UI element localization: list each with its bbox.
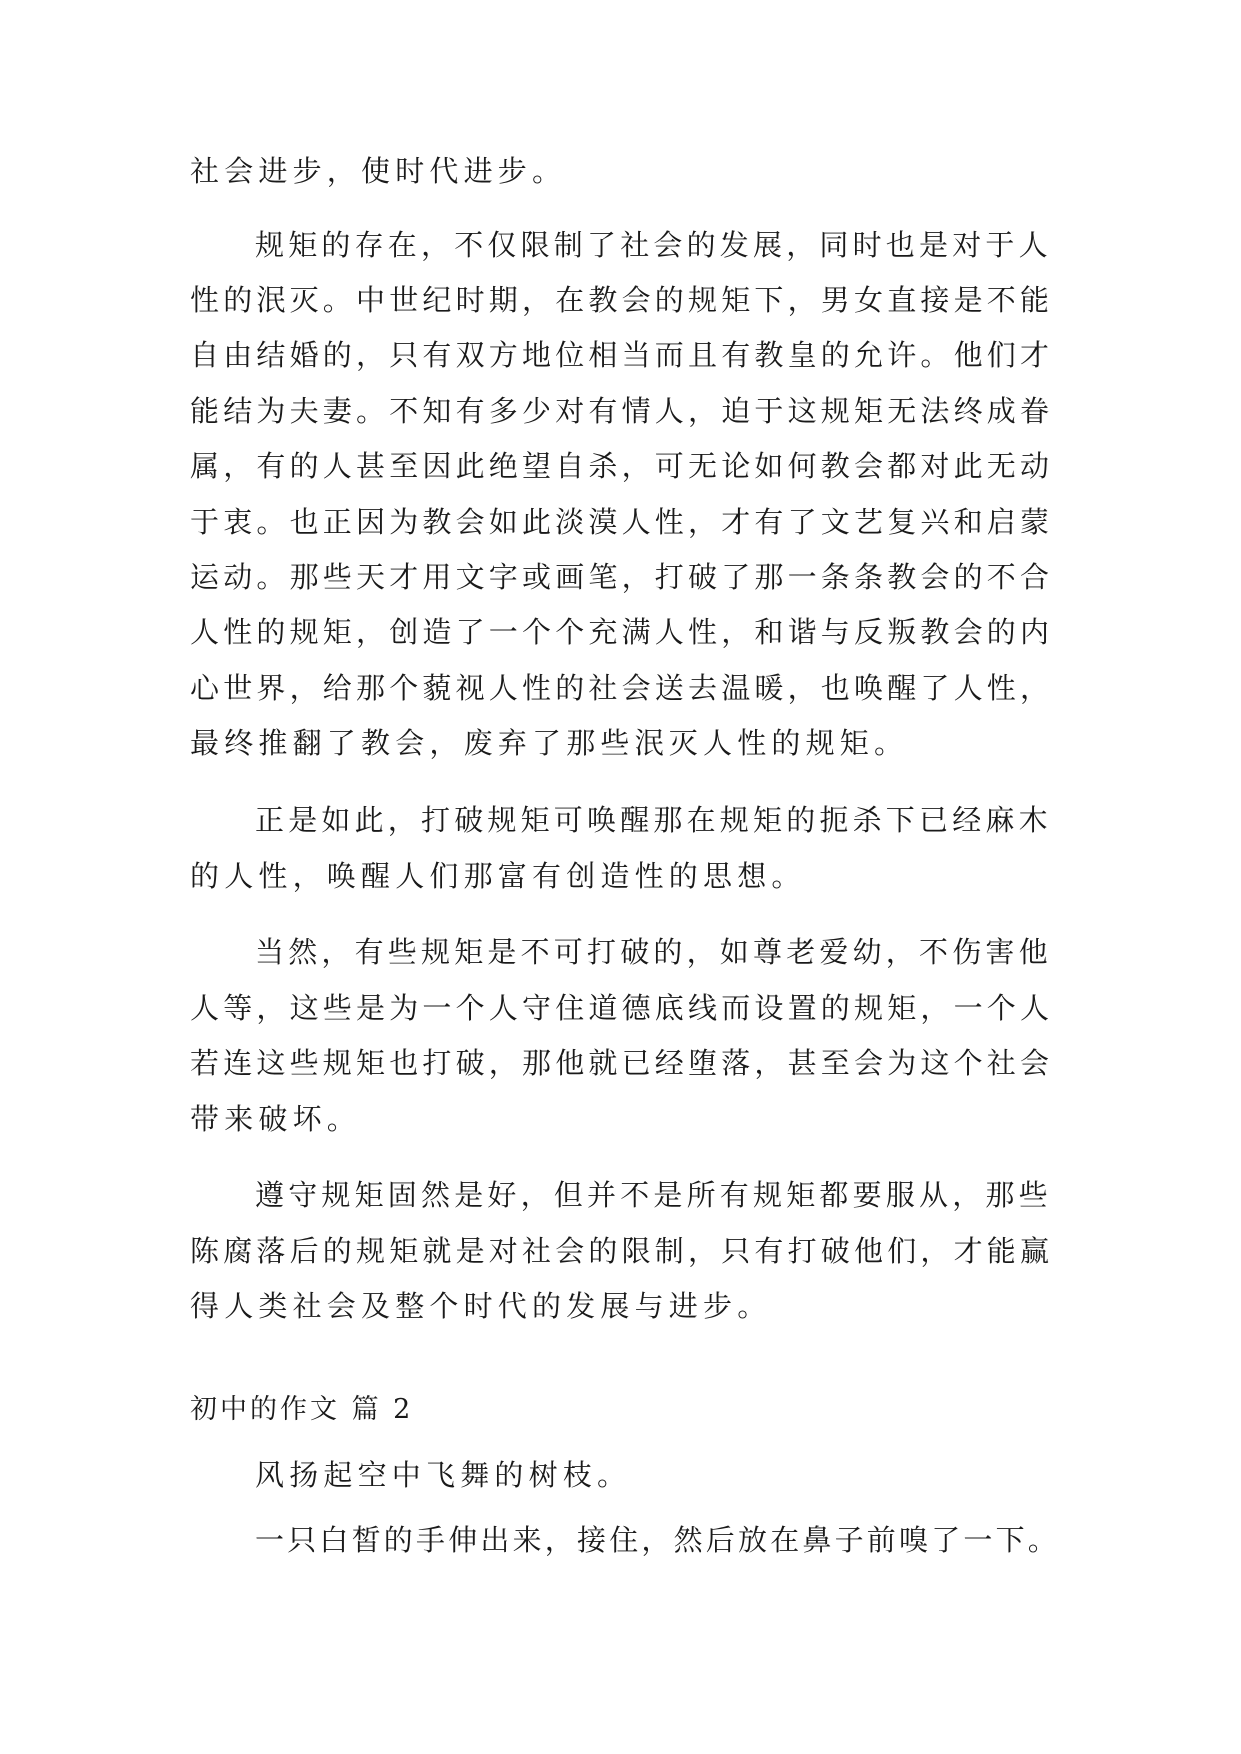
paragraph-line: 若连这些规矩也打破，那他就已经堕落，甚至会为这个社会 xyxy=(190,1046,1054,1080)
section-heading: 初中的作文 篇 2 xyxy=(190,1394,414,1425)
paragraph-line: 社会进步，使时代进步。 xyxy=(190,154,567,188)
paragraph-line: 正是如此，打破规矩可唤醒那在规矩的扼杀下已经麻木 xyxy=(255,803,1052,837)
paragraph-line: 陈腐落后的规矩就是对社会的限制，只有打破他们，才能赢 xyxy=(190,1234,1054,1268)
paragraph-line: 人性的规矩，创造了一个个充满人性，和谐与反叛教会的内 xyxy=(190,615,1054,649)
paragraph-line: 规矩的存在，不仅限制了社会的发展，同时也是对于人 xyxy=(255,228,1052,262)
paragraph-line: 属，有的人甚至因此绝望自杀，可无论如何教会都对此无动 xyxy=(190,449,1054,483)
paragraph-line: 心世界，给那个藐视人性的社会送去温暖，也唤醒了人性， xyxy=(190,671,1054,705)
paragraph-line: 当然，有些规矩是不可打破的，如尊老爱幼，不伤害他 xyxy=(255,935,1052,969)
paragraph-line: 自由结婚的，只有双方地位相当而且有教皇的允许。他们才 xyxy=(190,338,1054,372)
paragraph-line: 性的泯灭。中世纪时期，在教会的规矩下，男女直接是不能 xyxy=(190,283,1054,317)
paragraph-line: 人等，这些是为一个人守住道德底线而设置的规矩，一个人 xyxy=(190,991,1054,1025)
paragraph-line: 遵守规矩固然是好，但并不是所有规矩都要服从，那些 xyxy=(255,1178,1052,1212)
paragraph-line: 于衷。也正因为教会如此淡漠人性，才有了文艺复兴和启蒙 xyxy=(190,505,1054,539)
paragraph-line: 一只白皙的手伸出来，接住，然后放在鼻子前嗅了一下。 xyxy=(255,1523,1061,1557)
paragraph-line: 得人类社会及整个时代的发展与进步。 xyxy=(190,1289,772,1323)
paragraph-line: 最终推翻了教会，废弃了那些泯灭人性的规矩。 xyxy=(190,726,909,760)
paragraph-line: 带来破坏。 xyxy=(190,1102,362,1136)
paragraph-line: 的人性，唤醒人们那富有创造性的思想。 xyxy=(190,859,806,893)
paragraph-line: 运动。那些天才用文字或画笔，打破了那一条条教会的不合 xyxy=(190,560,1054,594)
paragraph-line: 能结为夫妻。不知有多少对有情人，迫于这规矩无法终成眷 xyxy=(190,394,1054,428)
paragraph-line: 风扬起空中飞舞的树枝。 xyxy=(255,1458,632,1492)
